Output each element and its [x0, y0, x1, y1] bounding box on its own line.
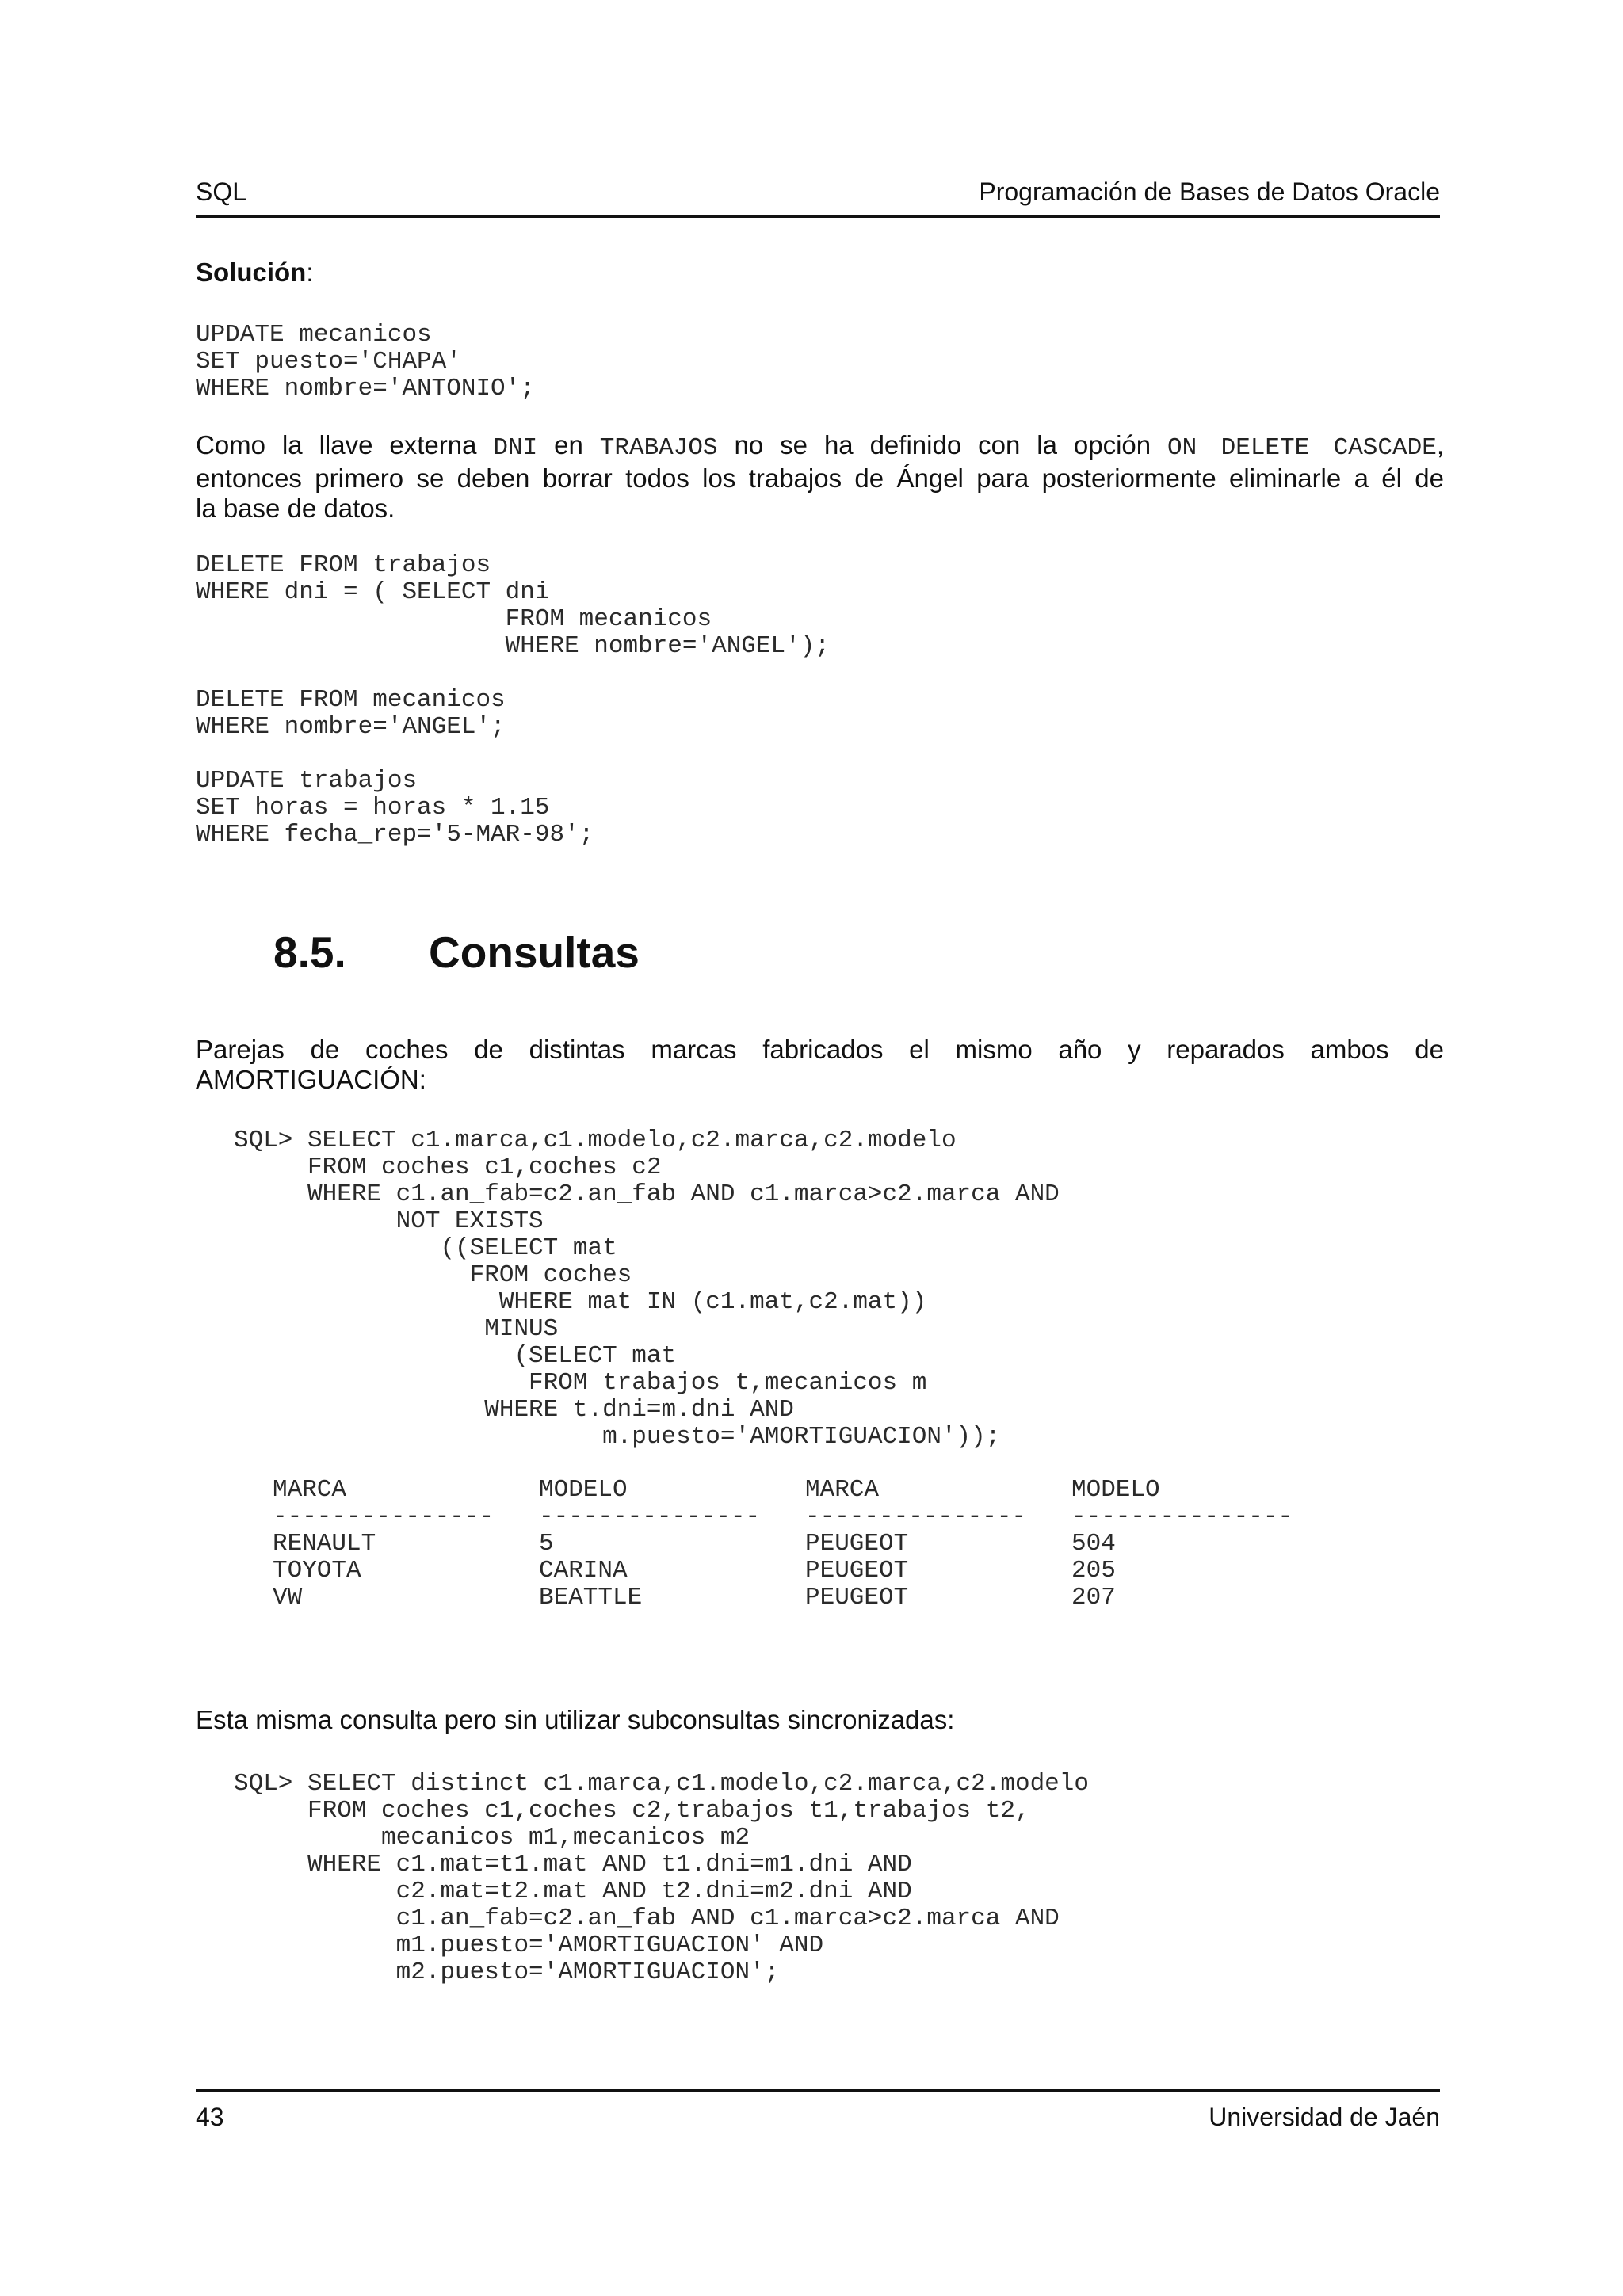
code-delete-mecanicos: DELETE FROM mecanicos WHERE nombre='ANGEL'; — [196, 686, 506, 741]
table-row — [273, 1585, 1338, 1611]
code-update-mecanicos: UPDATE mecanicos SET puesto='CHAPA' WHERE nombre='ANTONIO'; — [196, 321, 535, 402]
table-row — [273, 1531, 1338, 1558]
table-cell: 205 — [1071, 1557, 1116, 1585]
result-header-row — [273, 1477, 1338, 1504]
result-separator: --------------- — [805, 1503, 1027, 1531]
table-cell: 207 — [1071, 1584, 1116, 1611]
query-result-table — [273, 1477, 1338, 1611]
table-cell: VW — [273, 1584, 303, 1611]
result-header-cell: MARCA — [805, 1476, 880, 1504]
table-cell: 504 — [1071, 1530, 1116, 1558]
text-run: no se ha definido con la opción — [717, 430, 1168, 460]
solution-label — [196, 257, 314, 288]
table-row — [273, 1558, 1338, 1585]
section-title: Consultas — [429, 928, 640, 977]
inline-code-trabajos: TRABAJOS — [599, 434, 718, 462]
inline-code-on-delete-cascade: ON DELETE CASCADE — [1167, 434, 1437, 462]
table-cell: CARINA — [539, 1557, 628, 1585]
text-run: Como la llave externa — [196, 430, 494, 460]
text-run: en — [537, 430, 600, 460]
result-separator-row — [273, 1504, 1338, 1531]
code-query-not-exists: SQL> SELECT c1.marca,c1.modelo,c2.marca,c2.modelo FROM coches c1,coches c2 WHERE c1.an_fab=c2.an_fab AND c1.marca>c2.marca AND NOT EXISTS ((SELECT mat FROM coches WHERE mat IN (c1.mat,c2.mat)) MINUS (SELECT mat FROM trabajos t,mecanicos m WHERE t.dni=m.dni AND m.puesto='AMORTIGUACION')); — [234, 1127, 1060, 1451]
result-header-cell: MARCA — [273, 1476, 347, 1504]
table-cell: PEUGEOT — [805, 1557, 909, 1585]
code-delete-trabajos: DELETE FROM trabajos WHERE dni = ( SELECT dni FROM mecanicos WHERE nombre='ANGEL'); — [196, 551, 830, 660]
table-cell: RENAULT — [273, 1530, 376, 1558]
page-number: 43 — [196, 2103, 224, 2131]
table-cell: PEUGEOT — [805, 1530, 909, 1558]
header-book-title: Programación de Bases de Datos Oracle — [979, 177, 1440, 206]
paragraph-no-subqueries: Esta misma consulta pero sin utilizar subconsultas sincronizadas: — [196, 1705, 955, 1734]
paragraph-foreign-key-line3: la base de datos. — [196, 494, 395, 523]
solution-label-colon: : — [306, 257, 314, 287]
inline-code-dni: DNI — [493, 434, 538, 462]
paragraph-query-description — [196, 1035, 1444, 1095]
header-chapter: SQL — [196, 177, 247, 206]
paragraph-foreign-key-line2: entonces primero se deben borrar todos los trabajos de Ángel para posteriormente eliminarle a él de — [196, 463, 1444, 493]
paragraph-query-description-line1: Parejas de coches de distintas marcas fabricados el mismo año y reparados ambos de — [196, 1035, 1444, 1064]
table-cell: 5 — [539, 1530, 554, 1558]
paragraph-foreign-key — [196, 430, 1444, 524]
table-cell: BEATTLE — [539, 1584, 643, 1611]
code-query-joins: SQL> SELECT distinct c1.marca,c1.modelo,c2.marca,c2.modelo FROM coches c1,coches c2,trabajos t1,trabajos t2, mecanicos m1,mecanicos m2 WHERE c1.mat=t1.mat AND t1.dni=m1.dni AND c2.mat=t2.mat AND t2.dni=m2.dni AND c1.an_fab=c2.an_fab AND c1.marca>c2.marca AND m1.puesto='AMORTIGUACION' AND m2.puesto='AMORTIGUACION'; — [234, 1770, 1089, 1986]
paragraph-query-description-line2: AMORTIGUACIÓN: — [196, 1065, 426, 1094]
solution-label-text: Solución — [196, 257, 307, 287]
result-separator: --------------- — [539, 1503, 761, 1531]
result-header-cell: MODELO — [539, 1476, 628, 1504]
text-run: , — [1436, 430, 1444, 460]
table-cell: TOYOTA — [273, 1557, 361, 1585]
running-header — [196, 177, 1440, 218]
code-update-trabajos: UPDATE trabajos SET horas = horas * 1.15 WHERE fecha_rep='5-MAR-98'; — [196, 767, 594, 849]
running-footer — [196, 2089, 1440, 2131]
section-number: 8.5. — [273, 928, 346, 977]
table-cell: PEUGEOT — [805, 1584, 909, 1611]
footer-institution: Universidad de Jaén — [1209, 2103, 1440, 2131]
result-separator: --------------- — [1071, 1503, 1293, 1531]
result-header-cell: MODELO — [1071, 1476, 1160, 1504]
result-separator: --------------- — [273, 1503, 495, 1531]
paragraph-foreign-key-line1 — [196, 430, 1444, 463]
